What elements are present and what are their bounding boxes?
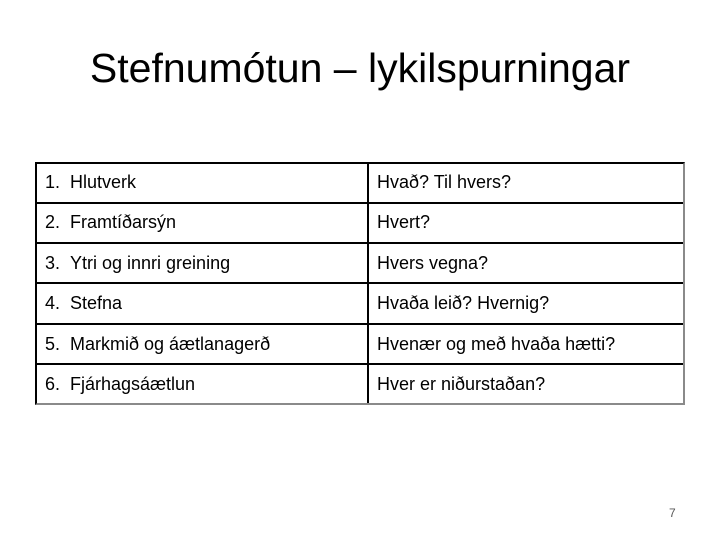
row-number: 3. [45,252,61,273]
table-cell-topic [37,203,368,243]
table-row [37,364,683,403]
slide-title: Stefnumótun – lykilspurningar [89,45,631,91]
topic-label: Markmið og áætlanagerð [70,333,271,354]
topic-label: Hlutverk [70,172,137,193]
row-number: 1. [45,172,61,193]
table-cell-topic [37,243,368,283]
topic-label: Stefna [70,293,123,314]
table-row [37,283,683,323]
table-cell-question: Hvert? [368,203,683,243]
table-cell-topic [37,164,368,203]
table-cell-question: Hvers vegna? [368,243,683,283]
table-cell-topic [37,324,368,364]
row-number: 2. [45,212,61,233]
table-cell-topic [37,364,368,403]
table-cell-question: Hvað? Til hvers? [368,164,683,203]
table-row [37,243,683,283]
table-row [37,164,683,203]
table-row [37,203,683,243]
page-number: 7 [669,506,676,520]
table-row [37,324,683,364]
topic-label: Framtíðarsýn [70,212,177,233]
row-number: 5. [45,333,61,354]
topic-label: Fjárhagsáætlun [70,373,196,394]
row-number: 4. [45,293,61,314]
row-number: 6. [45,373,61,394]
table-cell-question: Hvenær og með hvaða hætti? [368,324,683,364]
topic-label: Ytri og innri greining [70,252,231,273]
table-cell-question: Hvaða leið? Hvernig? [368,283,683,323]
table-cell-question: Hver er niðurstaðan? [377,373,546,394]
table-cell-topic [37,283,368,323]
key-questions-table [35,162,685,405]
